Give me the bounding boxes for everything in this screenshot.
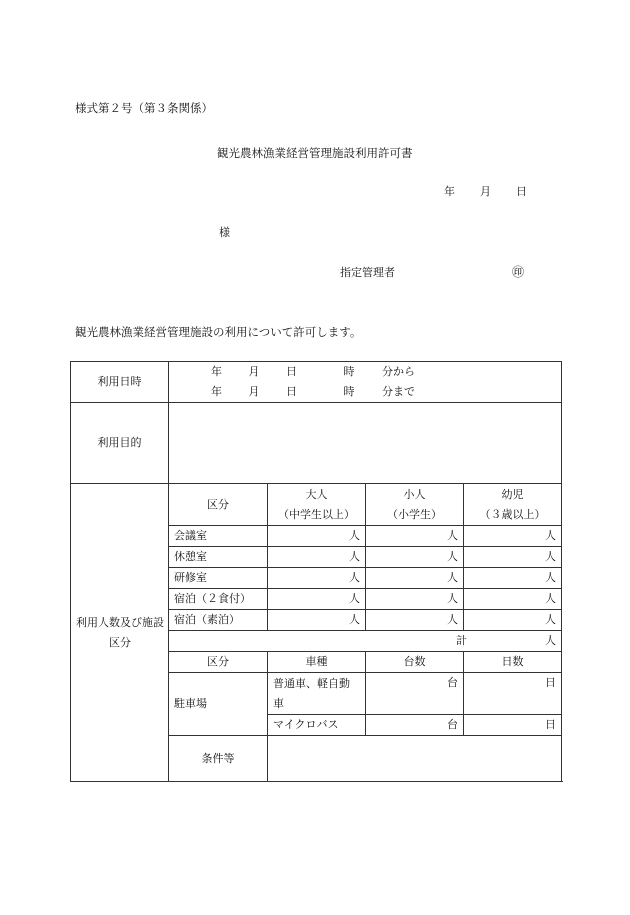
- total-cell[interactable]: [169, 631, 562, 652]
- infant-count-field[interactable]: 人: [464, 568, 562, 589]
- adult-count-field[interactable]: 人: [268, 610, 366, 631]
- parking-label: 駐車場: [169, 673, 268, 736]
- period-label: 利用日時: [71, 362, 169, 403]
- addressee-suffix: 様: [219, 226, 230, 239]
- period-to-line: 年 月 日 時 分まで: [211, 385, 415, 398]
- days-field[interactable]: 日: [464, 673, 562, 715]
- facility-name: 研修室: [169, 568, 268, 589]
- total-label: 計: [456, 634, 467, 647]
- vehicle-count-header: 台数: [366, 652, 464, 673]
- adult-count-field[interactable]: 人: [268, 547, 366, 568]
- adult-count-field[interactable]: 人: [268, 568, 366, 589]
- conditions-field[interactable]: [268, 736, 562, 782]
- document-title: 観光農林漁業経営管理施設利用許可書: [217, 146, 413, 160]
- child-count-field[interactable]: 人: [366, 547, 464, 568]
- infant-count-field[interactable]: 人: [464, 610, 562, 631]
- vehicle-count-field[interactable]: 台: [366, 715, 464, 736]
- purpose-field[interactable]: [169, 403, 562, 484]
- parking-category-header: 区分: [169, 652, 268, 673]
- infant-count-field[interactable]: 人: [464, 547, 562, 568]
- purpose-label: 利用目的: [71, 403, 169, 484]
- adult-header: 大人 （中学生以上）: [268, 484, 366, 526]
- vehicle-type-header: 車種: [268, 652, 366, 673]
- total-unit: 人: [545, 634, 556, 647]
- infant-count-field[interactable]: 人: [464, 589, 562, 610]
- facility-name: 宿泊（２食付）: [169, 589, 268, 610]
- facility-name: 休憩室: [169, 547, 268, 568]
- conditions-label: 条件等: [169, 736, 268, 782]
- child-count-field[interactable]: 人: [366, 526, 464, 547]
- adult-count-field[interactable]: 人: [268, 589, 366, 610]
- people-facility-label: 利用人数及び施設区分: [71, 484, 169, 782]
- permit-table: [70, 361, 562, 782]
- category-header: 区分: [169, 484, 268, 526]
- days-field[interactable]: 日: [464, 715, 562, 736]
- days-header: 日数: [464, 652, 562, 673]
- issuer-label: 指定管理者: [340, 266, 395, 279]
- date-day: 日: [516, 185, 527, 198]
- seal-mark: ㊞: [512, 265, 525, 279]
- permission-statement: 観光農林漁業経営管理施設の利用について許可します。: [75, 325, 362, 339]
- infant-header: 幼児 （３歳以上）: [464, 484, 562, 526]
- facility-name: 宿泊（素泊）: [169, 610, 268, 631]
- vehicle-count-field[interactable]: 台: [366, 673, 464, 715]
- vehicle-type: マイクロバス: [268, 715, 366, 736]
- form-number: 様式第２号（第３条関係）: [75, 101, 213, 115]
- infant-count-field[interactable]: 人: [464, 526, 562, 547]
- child-header: 小人 （小学生）: [366, 484, 464, 526]
- period-from-line: 年 月 日 時 分から: [211, 365, 415, 378]
- child-count-field[interactable]: 人: [366, 568, 464, 589]
- facility-name: 会議室: [169, 526, 268, 547]
- child-count-field[interactable]: 人: [366, 610, 464, 631]
- adult-count-field[interactable]: 人: [268, 526, 366, 547]
- vehicle-type: 普通車、軽自動車: [268, 673, 366, 715]
- period-cell[interactable]: [169, 362, 562, 403]
- date-month: 月: [480, 185, 491, 198]
- child-count-field[interactable]: 人: [366, 589, 464, 610]
- date-year: 年: [444, 185, 455, 198]
